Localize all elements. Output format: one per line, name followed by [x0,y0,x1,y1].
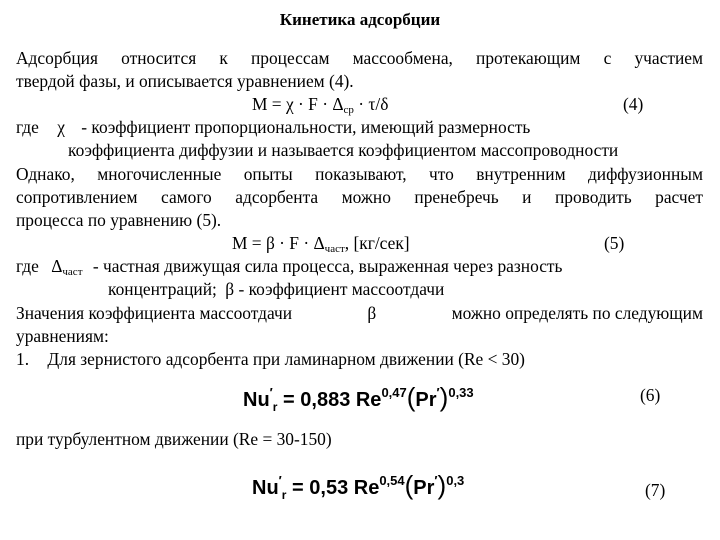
eq7-lhs-sub: r [281,488,287,502]
paragraph-line-6 [16,302,703,324]
where-label: где [16,117,39,137]
equation-4 [252,93,388,115]
eq7-paren-open: ( [404,470,414,500]
equation-4-subscript: ср [343,104,354,116]
beta-definition-line [108,278,444,300]
list-item-1 [16,348,525,370]
eq7-pr: Pr [413,477,435,499]
eq6-pr-prime: ′ [436,385,440,400]
equation-5-number: (5) [604,233,625,253]
beta-definition: - коэффициент массоотдачи [238,279,445,299]
eq7-lhs-prime: ′ [278,473,282,488]
delta-definition: - частная движущая сила процесса, выраженная через разность [92,256,563,276]
paragraph-line-8: при турбулентном движении (Re = 30-150) [16,429,332,449]
equation-5-subscript: част [324,243,345,255]
where-line-delta [16,255,562,277]
chi-definition-continued: коэффициента диффузии и называется коэффициентом массопроводности [68,140,619,160]
where-label-2: где [16,256,39,276]
beta-symbol: β [225,279,235,299]
eq6-rel: = 0,883 Re [277,389,382,411]
delta-subscript: част [62,266,83,278]
chi-definition: - коэффициент пропорциональности, имеющий размерность [81,117,531,137]
list-item-1-text: Для зернистого адсорбента при ламинарном движении (Re < 30) [47,349,525,369]
paragraph-line-4: сопротивлением самого адсорбента можно пренебречь и проводить расчет [16,187,703,207]
beta-symbol-2: β [367,303,377,323]
eq7-exp2: 0,3 [446,473,465,488]
equation-5 [232,232,410,254]
paragraph-line-2: твердой фазы, и описывается уравнением (4). [16,71,354,91]
equation-7-number: (7) [645,480,666,500]
eq6-exp1: 0,47 [381,385,407,400]
list-number: 1. [16,349,30,369]
values-text: Значения коэффициента массоотдачи [16,303,293,323]
equation-6 [243,382,474,413]
eq6-lhs: Nu [243,389,270,411]
eq6-paren-open: ( [406,382,416,412]
eq7-lhs: Nu [252,477,279,499]
eq6-lhs-prime: ′ [269,385,273,400]
equation-5-tail: , [кг/сек] [344,233,410,253]
eq6-pr: Pr [415,389,437,411]
where-line-chi [16,116,530,138]
eq7-pr-prime: ′ [434,473,438,488]
page-title: Кинетика адсорбции [279,10,441,29]
eq7-paren-close: ) [437,470,447,500]
eq7-rel: = 0,53 Re [286,477,380,499]
equation-4-number: (4) [623,94,644,114]
eq6-paren-close: ) [439,382,449,412]
equation-6-number: (6) [640,385,661,405]
eq6-lhs-sub: r [272,400,278,414]
paragraph-line-3: Однако, многочисленные опыты показывают, что внутренним диффузионным [16,164,703,184]
delta-symbol: Δ [51,256,63,276]
paragraph-line-7: уравнениям: [16,326,109,346]
eq7-exp1: 0,54 [379,473,405,488]
equation-4-tail: · τ/δ [353,94,389,114]
paragraph-line-1: Адсорбция относится к процессам массообмена, протекающим с участием [16,48,703,68]
paragraph-line-5: процесса по уравнению (5). [16,210,222,230]
concentrations-text: концентраций; [108,279,217,299]
equation-7 [252,470,464,501]
values-text-2: можно определять по следующим [451,303,703,323]
equation-4-text: M = χ · F · Δ [252,94,344,114]
eq6-exp2: 0,33 [448,385,474,400]
equation-5-text: M = β · F · Δ [232,233,325,253]
chi-symbol: χ [57,117,65,137]
